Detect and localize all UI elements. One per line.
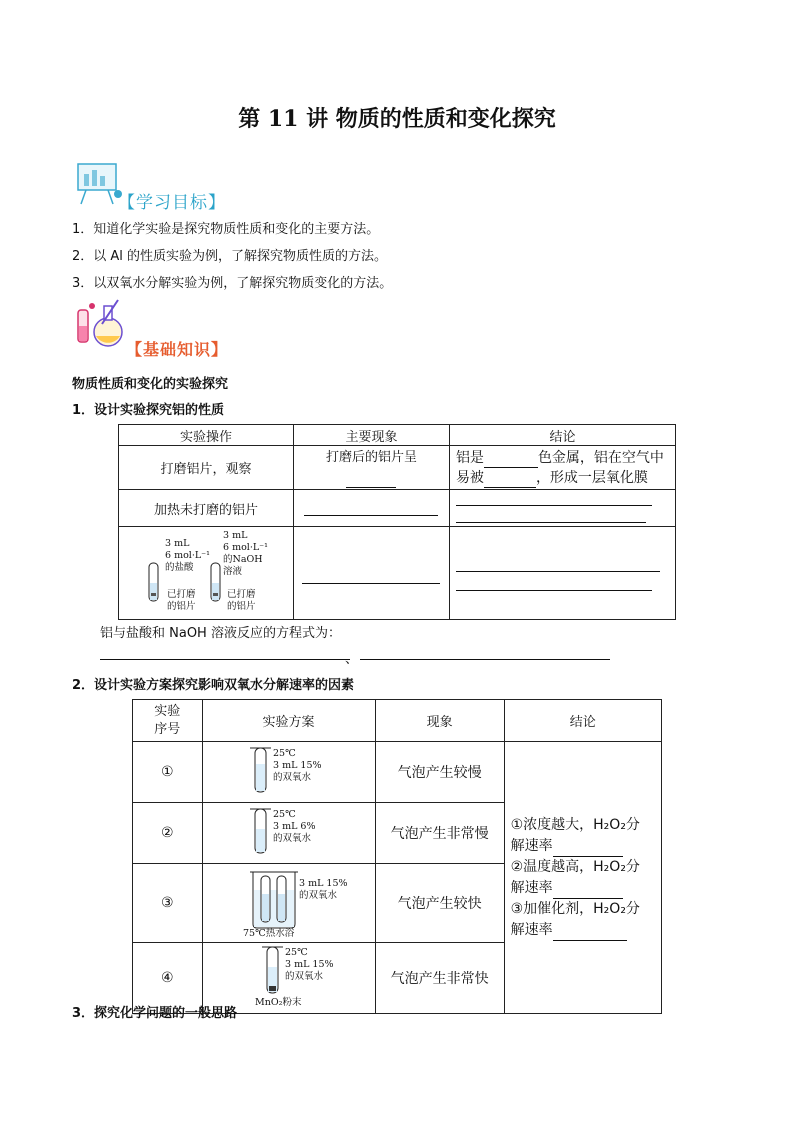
- table-header: 实验操作: [119, 425, 294, 446]
- objective-item: 2．以 Al 的性质实验为例，了解探究物质性质的方法。: [72, 249, 388, 264]
- tube2-label: 6 mol·L⁻¹: [223, 542, 268, 553]
- answer-blank[interactable]: [553, 844, 623, 857]
- tube-label: 3 mL 15%: [284, 959, 334, 970]
- table-cell: [202, 803, 375, 864]
- table-cell: [294, 527, 450, 620]
- tube2-label: 的NaOH: [223, 554, 263, 565]
- conclusion-text: 解速率: [510, 879, 553, 896]
- answer-blank[interactable]: [456, 559, 660, 572]
- equation-prompt: 铝与盐酸和 NaOH 溶液反应的方程式为：: [100, 626, 341, 641]
- conclusion-text: 解速率: [510, 921, 553, 938]
- tube-label: 25℃: [272, 809, 296, 820]
- table-cell: [294, 490, 450, 527]
- tube-diagram-1: [203, 742, 375, 798]
- table-header: 结论: [504, 700, 661, 742]
- tube-label: 3 mL 15%: [298, 878, 348, 889]
- answer-blank[interactable]: [456, 510, 646, 523]
- answer-blank[interactable]: [304, 503, 438, 516]
- header-text: 实验: [154, 703, 181, 719]
- table-cell: 气泡产生非常慢: [375, 803, 504, 864]
- tube-label: 3 mL 6%: [272, 821, 316, 832]
- table-cell: [119, 527, 294, 620]
- table-cell: [202, 864, 375, 943]
- tube-label: 的双氧水: [298, 890, 337, 901]
- table-header: 结论: [449, 425, 675, 446]
- answer-blank[interactable]: [553, 886, 623, 899]
- answer-blank[interactable]: [484, 475, 536, 488]
- table-header: 实验方案: [202, 700, 375, 742]
- cell-text: 色金属，铝在空气中: [537, 449, 664, 466]
- aluminum-property-table: [118, 424, 676, 620]
- table-cell: [449, 446, 675, 490]
- page-title: 第 11 讲 物质的性质和变化探究: [238, 106, 556, 132]
- tube-label: 的双氧水: [272, 833, 311, 844]
- tube2-label: 3 mL: [223, 530, 248, 541]
- objective-item: 1．知道化学实验是探究物质性质和变化的主要方法。: [72, 222, 380, 237]
- basics-topic: 物质性质和变化的实验探究: [72, 377, 229, 392]
- answer-blank[interactable]: [484, 455, 538, 468]
- answer-blank[interactable]: [553, 928, 627, 941]
- answer-blank[interactable]: [302, 571, 440, 584]
- objective-item: 3．以双氧水分解实验为例，了解探究物质变化的方法。: [72, 276, 393, 291]
- answer-blank[interactable]: [456, 493, 652, 506]
- table-cell: ②: [133, 803, 203, 864]
- header-text: 序号: [154, 721, 181, 737]
- cell-text: ，形成一层氧化膜: [535, 469, 648, 486]
- cell-text: 打磨后的铝片呈: [325, 449, 417, 465]
- tube2-label: 溶液: [223, 566, 243, 577]
- conclusion-text: ②温度越高，H₂O₂分: [510, 858, 640, 875]
- equation-blank[interactable]: [100, 647, 350, 660]
- conclusion-text: ①浓度越大，H₂O₂分: [510, 816, 640, 833]
- question-2: 2．设计实验方案探究影响双氧水分解速率的因素: [72, 678, 355, 693]
- tube1-label: 已打磨: [167, 589, 196, 600]
- tube2-label: 的铝片: [227, 601, 256, 612]
- tube-diagram-2: [203, 803, 375, 859]
- cell-text: 铝是: [455, 449, 484, 466]
- question-1: 1．设计实验探究铝的性质: [72, 403, 225, 418]
- conclusion-text: ③加催化剂，H₂O₂分: [510, 900, 640, 917]
- bath-label: 75℃热水浴: [242, 928, 294, 938]
- table-cell: [294, 446, 450, 490]
- cell-text: 易被: [455, 469, 484, 486]
- table-cell: 气泡产生较慢: [375, 742, 504, 803]
- tube-label: 25℃: [284, 947, 308, 958]
- table-cell: 打磨铝片，观察: [119, 446, 294, 490]
- tube1-label: 6 mol·L⁻¹: [165, 550, 210, 561]
- table-cell: [449, 527, 675, 620]
- table-cell: [449, 490, 675, 527]
- flask-icon: [72, 298, 128, 350]
- table-header: 现象: [375, 700, 504, 742]
- table-header: 主要现象: [294, 425, 450, 446]
- tube1-label: 的盐酸: [165, 562, 194, 573]
- table-cell: 加热未打磨的铝片: [119, 490, 294, 527]
- equation-blank[interactable]: [360, 647, 610, 660]
- test-tube-diagram: [119, 527, 293, 615]
- question-3: 3．探究化学问题的一般思路: [72, 1006, 238, 1021]
- table-cell: 气泡产生非常快: [375, 943, 504, 1014]
- tube-label: 3 mL 15%: [272, 760, 322, 771]
- tube2-label: 已打磨: [227, 589, 256, 600]
- basics-heading: 【基础知识】: [126, 340, 229, 359]
- table-cell: [202, 742, 375, 803]
- objectives-heading: 【学习目标】: [118, 193, 226, 213]
- tube1-label: 3 mL: [165, 538, 190, 549]
- catalyst-label: MnO₂粉末: [254, 997, 301, 1008]
- table-cell: 气泡产生较快: [375, 864, 504, 943]
- tube-label: 的双氧水: [272, 772, 311, 783]
- conclusion-text: 解速率: [510, 837, 553, 854]
- peroxide-experiment-table: [132, 699, 662, 1014]
- equation-separator: 、: [345, 652, 359, 667]
- presentation-board-icon: [72, 160, 124, 206]
- catalyst-tube-diagram: [203, 943, 375, 1009]
- conclusion-cell: [504, 742, 661, 1014]
- table-cell: ①: [133, 742, 203, 803]
- tube1-label: 的铝片: [167, 601, 196, 612]
- answer-blank[interactable]: [346, 475, 396, 488]
- table-cell: ④: [133, 943, 203, 1014]
- table-header: [133, 700, 203, 742]
- table-cell: ③: [133, 864, 203, 943]
- tube-label: 25℃: [272, 748, 296, 759]
- answer-blank[interactable]: [456, 578, 652, 591]
- water-bath-diagram: [203, 864, 375, 938]
- tube-label: 的双氧水: [284, 971, 323, 982]
